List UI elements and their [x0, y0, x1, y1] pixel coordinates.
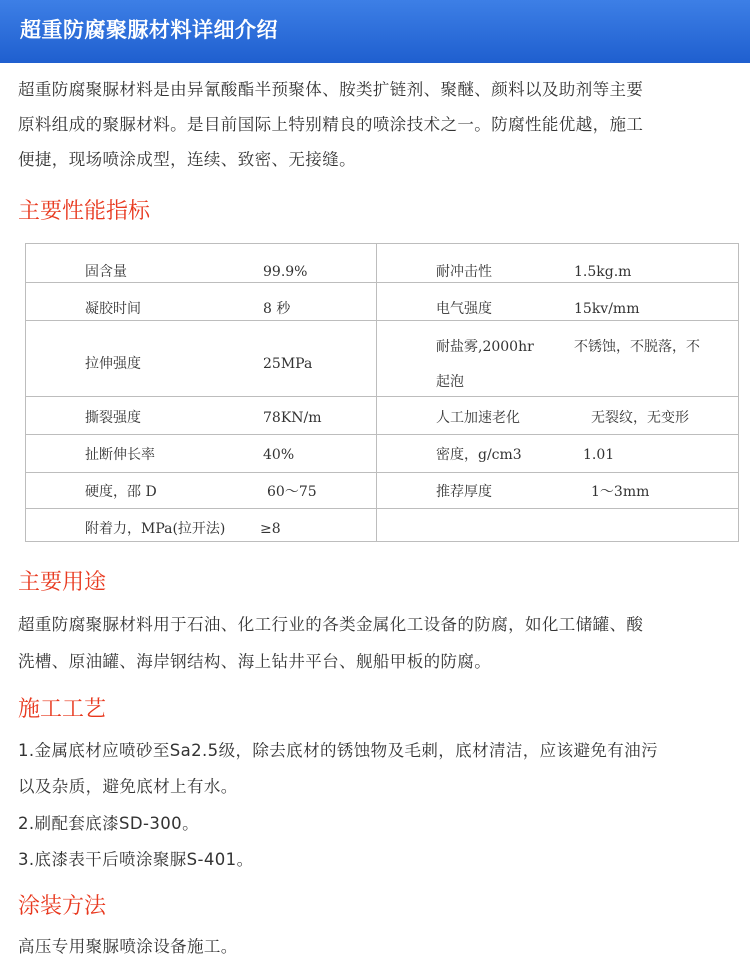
spec-label: 耐冲击性: [436, 264, 492, 280]
spec-value: 78KN/m: [263, 410, 322, 426]
header-banner: [0, 0, 750, 63]
spec-value-continued: 起泡: [436, 374, 464, 390]
table-divider: [26, 472, 738, 473]
spec-value: 1～3mm: [591, 484, 650, 500]
spec-label: 撕裂强度: [85, 410, 141, 426]
table-divider: [26, 508, 738, 509]
intro-line: 原料组成的聚脲材料。是目前国际上特别精良的喷涂技术之一。防腐性能优越，施工: [18, 115, 644, 134]
spec-label: 固含量: [85, 264, 127, 280]
spec-value: 99.9%: [263, 264, 308, 280]
spec-label: 密度，g/cm3: [436, 447, 522, 463]
process-line: 2.刷配套底漆SD-300。: [18, 814, 199, 833]
section-title-performance: 主要性能指标: [18, 199, 151, 224]
spec-value: 15kv/mm: [574, 301, 640, 317]
spec-label: 附着力，MPa(拉开法): [85, 521, 226, 537]
spec-label: 硬度，邵 D: [85, 484, 157, 500]
usage-line: 洗槽、原油罐、海岸钢结构、海上钻井平台、舰船甲板的防腐。: [18, 652, 492, 671]
spec-value: 不锈蚀，不脱落，不: [574, 339, 700, 355]
spec-value: 25MPa: [263, 356, 313, 372]
intro-line: 便捷，现场喷涂成型，连续、致密、无接缝。: [18, 150, 356, 169]
spec-value: 无裂纹，无变形: [591, 410, 689, 426]
section-title-usage: 主要用途: [18, 570, 107, 595]
process-line: 以及杂质，避免底材上有水。: [18, 777, 238, 796]
spec-label: 拉伸强度: [85, 356, 141, 372]
process-line: 3.底漆表干后喷涂聚脲S-401。: [18, 850, 254, 869]
spec-label: 扯断伸长率: [85, 447, 155, 463]
spec-label: 推荐厚度: [436, 484, 492, 500]
section-title-method: 涂装方法: [18, 894, 107, 919]
spec-label: 人工加速老化: [436, 410, 520, 426]
intro-line: 超重防腐聚脲材料是由异氰酸酯半预聚体、胺类扩链剂、聚醚、颜料以及助剂等主要: [18, 80, 644, 99]
spec-value: 60～75: [267, 484, 317, 500]
spec-value: 1.5kg.m: [574, 264, 632, 280]
process-line: 1.金属底材应喷砂至Sa2.5级，除去底材的锈蚀物及毛刺，底材清洁，应该避免有油污: [18, 741, 658, 760]
table-divider: [26, 320, 738, 321]
table-divider: [26, 282, 738, 283]
usage-line: 超重防腐聚脲材料用于石油、化工行业的各类金属化工设备的防腐，如化工储罐、酸: [18, 615, 644, 634]
table-divider: [376, 244, 377, 541]
page-title: 超重防腐聚脲材料详细介绍: [20, 18, 278, 42]
spec-label: 凝胶时间: [85, 301, 141, 317]
spec-value: 1.01: [583, 447, 615, 463]
spec-value: 8 秒: [263, 301, 291, 317]
table-divider: [26, 434, 738, 435]
spec-value: 40%: [263, 447, 295, 463]
spec-table: [25, 243, 739, 542]
spec-value: ≥8: [260, 521, 281, 537]
section-title-process: 施工工艺: [18, 697, 107, 722]
table-divider: [26, 396, 738, 397]
spec-label: 耐盐雾,2000hr: [436, 339, 534, 355]
method-line: 高压专用聚脲喷涂设备施工。: [18, 937, 238, 956]
spec-label: 电气强度: [436, 301, 492, 317]
